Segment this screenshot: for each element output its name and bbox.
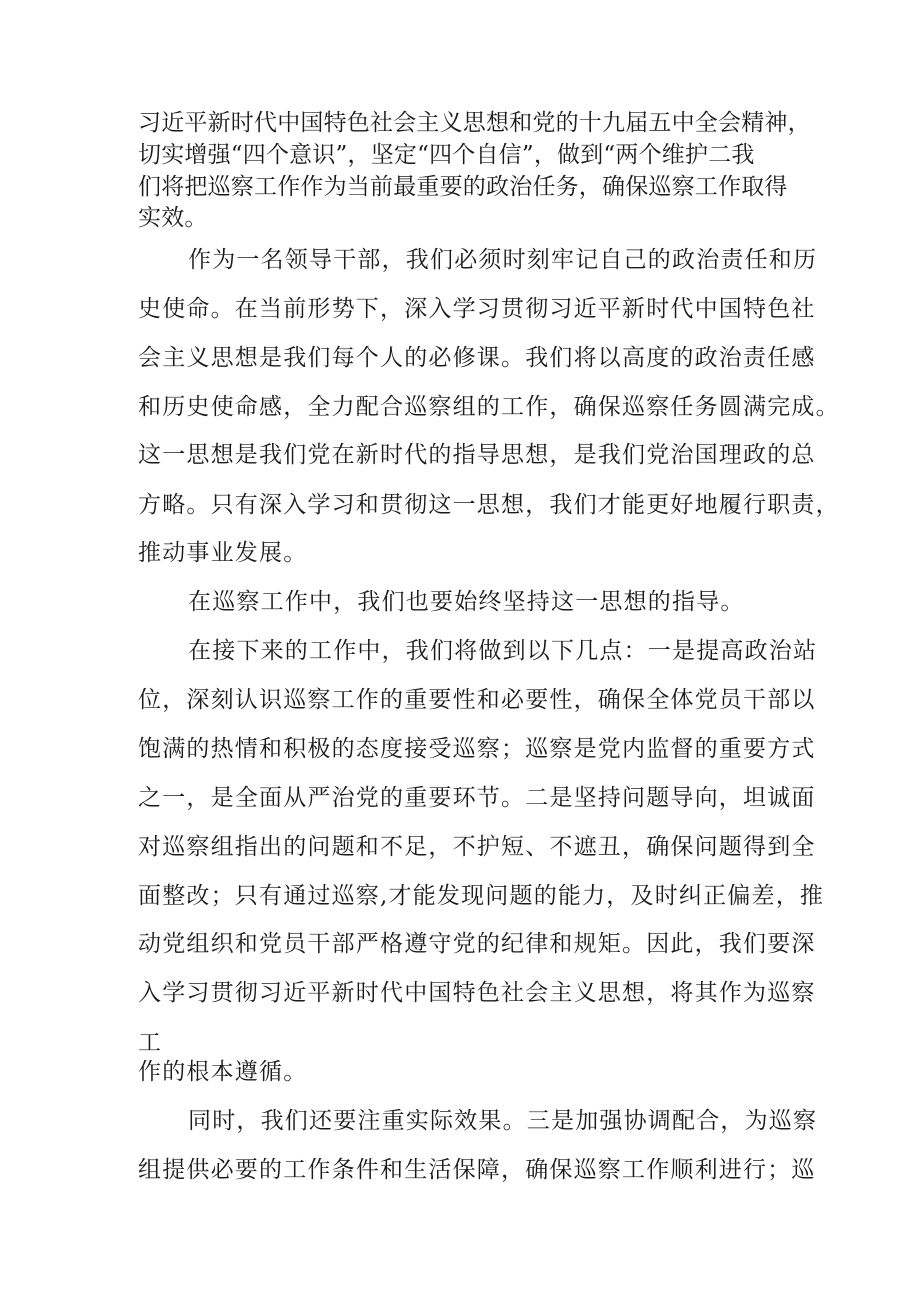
- text-line: 工: [138, 1030, 163, 1056]
- text-line: 入学习贯彻习近平新时代中国特色社会主义思想，将其作为巡察: [138, 980, 816, 1006]
- text-line: 组提供必要的工作条件和生活保障，确保巡察工作顺利进行；巡: [138, 1157, 816, 1183]
- paragraph-start-line: 作为一名领导干部，我们必须时刻牢记自己的政治责任和历: [188, 247, 818, 273]
- text-line: 和历史使命感，全力配合巡察组的工作，确保巡察任务圆满完成。: [138, 394, 840, 420]
- paragraph-start-line: 同时，我们还要注重实际效果。三是加强协调配合，为巡察: [188, 1108, 818, 1134]
- text-line: 史使命。在当前形势下，深入学习贯彻习近平新时代中国特色社: [138, 296, 816, 322]
- text-line: 会主义思想是我们每个人的必修课。我们将以高度的政治责任感: [138, 345, 816, 371]
- paragraph-start-line: 在巡察工作中，我们也要始终坚持这一思想的指导。: [188, 589, 745, 615]
- text-line: 推动事业发展。: [138, 540, 308, 566]
- text-line: 这一思想是我们党在新时代的指导思想，是我们党治国理政的总: [138, 442, 816, 468]
- text-line: 位，深刻认识巡察工作的重要性和必要性，确保全体党员干部以: [138, 687, 816, 713]
- text-line: 动党组织和党员干部严格遵守党的纪律和规矩。因此，我们要深: [138, 931, 816, 957]
- text-line: 饱满的热情和积极的态度接受巡察；巡察是党内监督的重要方式: [138, 736, 816, 762]
- text-line: 对巡察组指出的问题和不足，不护短、不遮丑，确保问题得到全: [138, 834, 816, 860]
- text-line: 面整改；只有通过巡察,才能发现问题的能力，及时纠正偏差，推: [138, 883, 825, 909]
- text-line: 方略。只有深入学习和贯彻这一思想，我们才能更好地履行职责，: [138, 492, 840, 518]
- text-line: 之一，是全面从严治党的重要环节。二是坚持问题导向，坦诚面: [138, 785, 816, 811]
- paragraph-start-line: 在接下来的工作中，我们将做到以下几点：一是提高政治站: [188, 638, 818, 664]
- text-line: 习近平新时代中国特色社会主义思想和党的十九届五中全会精神，: [138, 110, 811, 136]
- text-line: 切实增强“四个意识”，坚定“四个自信”，做到“两个维护二我: [138, 142, 755, 168]
- text-line: 作的根本遵循。: [138, 1059, 308, 1085]
- text-line: 们将把巡察工作作为当前最重要的政治任务，确保巡察工作取得: [138, 174, 788, 200]
- text-line: 实效。: [138, 205, 208, 231]
